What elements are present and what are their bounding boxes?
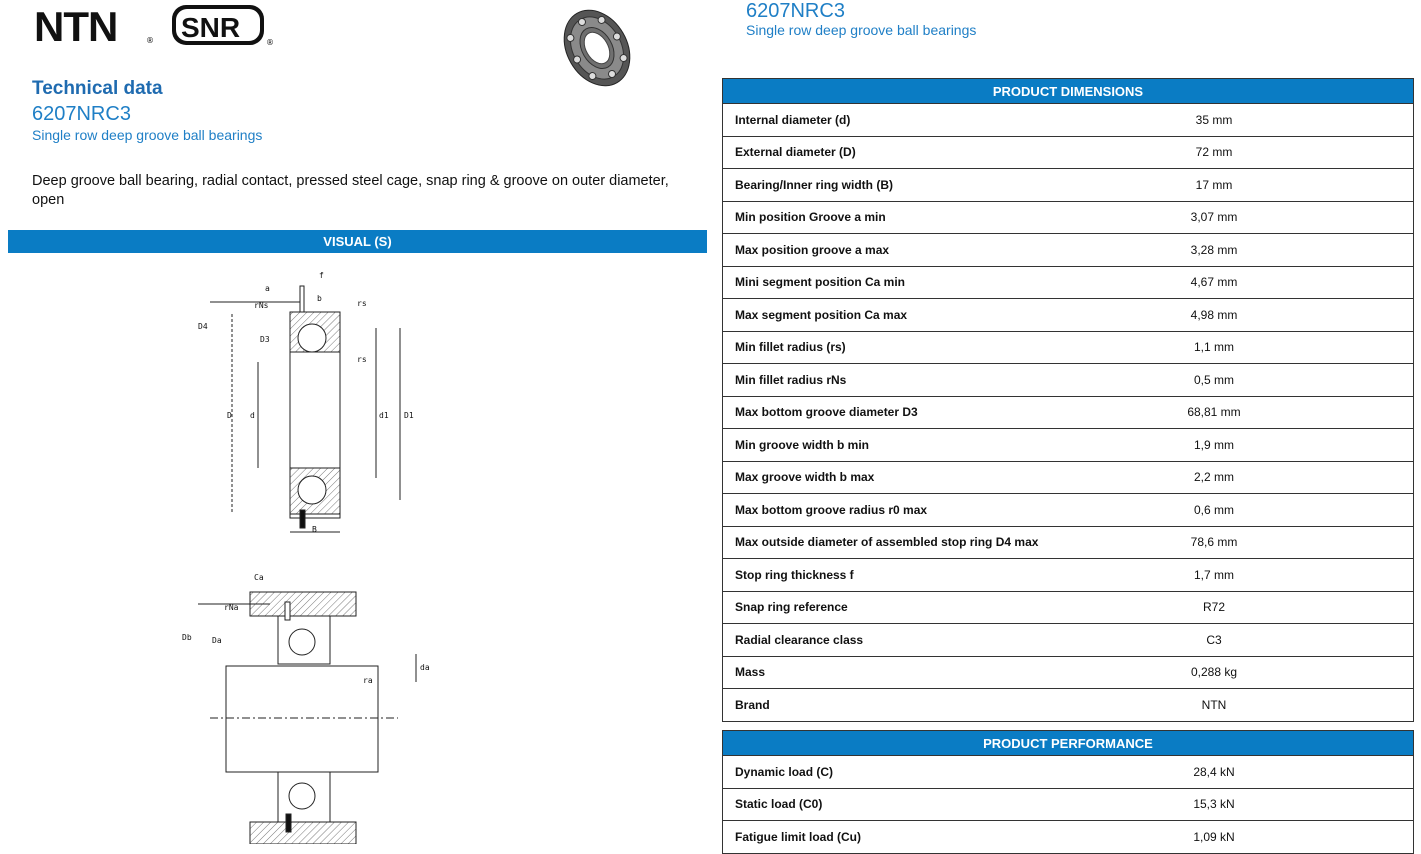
row-value: C3 [1155,624,1414,657]
svg-text:f: f [319,271,324,280]
table-row [723,104,1414,137]
row-value: 1,7 mm [1155,559,1414,592]
row-label: Mini segment position Ca min [723,266,1156,299]
table-row [723,169,1414,202]
row-label: Min fillet radius rNs [723,364,1156,397]
row-value: 3,07 mm [1155,201,1414,234]
row-label: Bearing/Inner ring width (B) [723,169,1156,202]
row-value: 72 mm [1155,136,1414,169]
svg-text:b: b [317,294,322,303]
row-label: Fatigue limit load (Cu) [723,821,1156,854]
svg-text:rNs: rNs [254,301,269,310]
row-label: External diameter (D) [723,136,1156,169]
row-value: 35 mm [1155,104,1414,137]
svg-text:ra: ra [363,676,373,685]
header-subtitle: Single row deep groove ball bearings [746,22,977,38]
row-label: Brand [723,689,1156,722]
svg-text:D3: D3 [260,335,270,344]
product-description: Deep groove ball bearing, radial contact, pressed steel cage, snap ring & groove on outer diameter, open [32,173,669,208]
row-value: 78,6 mm [1155,526,1414,559]
table-row [723,396,1414,429]
table-row [723,364,1414,397]
row-label: Min position Groove a min [723,201,1156,234]
svg-text:D1: D1 [404,411,414,420]
svg-text:D4: D4 [198,322,208,331]
row-label: Mass [723,656,1156,689]
table-row [723,624,1414,657]
svg-text:rs: rs [357,355,367,364]
row-label: Max bottom groove diameter D3 [723,396,1156,429]
table-row [723,788,1414,821]
table-row [723,136,1414,169]
table-row [723,331,1414,364]
table-row [723,234,1414,267]
visual-title: VISUAL (S) [323,234,392,249]
row-label: Stop ring thickness f [723,559,1156,592]
bearing-section-upper [210,286,400,532]
row-value: 4,98 mm [1155,299,1414,332]
row-value: 68,81 mm [1155,396,1414,429]
row-value: NTN [1155,689,1414,722]
visual-section-header [8,230,707,253]
table-row [723,559,1414,592]
table-row [723,494,1414,527]
product-performance-table [722,730,1414,854]
svg-text:rNa: rNa [224,603,239,612]
table-row [723,656,1414,689]
table-row [723,461,1414,494]
svg-text:Ca: Ca [254,573,264,582]
table-row [723,821,1414,854]
table-row [723,591,1414,624]
brand-logo [34,3,284,49]
bearing-section-lower [198,592,416,844]
dimensions-header: PRODUCT DIMENSIONS [723,79,1414,104]
svg-text:Db: Db [182,633,192,642]
row-label: Max segment position Ca max [723,299,1156,332]
row-value: 1,09 kN [1155,821,1414,854]
row-value: 0,5 mm [1155,364,1414,397]
row-value: 15,3 kN [1155,788,1414,821]
table-row [723,201,1414,234]
row-value: 0,288 kg [1155,656,1414,689]
row-label: Max groove width b max [723,461,1156,494]
row-label: Max outside diameter of assembled stop ring D4 max [723,526,1156,559]
product-reference: 6207NRC3 [32,103,131,125]
svg-text:®: ® [266,38,274,47]
table-row [723,756,1414,789]
svg-text:da: da [420,663,430,672]
svg-text:a: a [265,284,270,293]
product-dimensions-table [722,78,1414,722]
row-value: 17 mm [1155,169,1414,202]
product-subtitle: Single row deep groove ball bearings [32,127,263,143]
row-value: 4,67 mm [1155,266,1414,299]
row-label: Radial clearance class [723,624,1156,657]
table-row [723,299,1414,332]
row-label: Static load (C0) [723,788,1156,821]
row-value: 3,28 mm [1155,234,1414,267]
row-value: R72 [1155,591,1414,624]
row-label: Min fillet radius (rs) [723,331,1156,364]
svg-text:D: D [227,411,232,420]
table-row [723,526,1414,559]
row-value: 2,2 mm [1155,461,1414,494]
svg-text:d: d [250,411,255,420]
table-row [723,689,1414,722]
performance-header: PRODUCT PERFORMANCE [723,731,1414,756]
svg-text:rs: rs [357,299,367,308]
bearing-product-image [556,2,638,94]
row-value: 1,9 mm [1155,429,1414,462]
row-label: Internal diameter (d) [723,104,1156,137]
svg-text:B: B [312,525,317,534]
row-label: Min groove width b min [723,429,1156,462]
row-label: Max bottom groove radius r0 max [723,494,1156,527]
svg-text:d1: d1 [379,411,389,420]
row-value: 1,1 mm [1155,331,1414,364]
svg-text:Da: Da [212,636,222,645]
ntn-logo: NTN [34,3,118,49]
row-label: Snap ring reference [723,591,1156,624]
table-row [723,266,1414,299]
row-value: 0,6 mm [1155,494,1414,527]
snr-logo: SNR [181,12,241,43]
row-label: Max position groove a max [723,234,1156,267]
header-reference: 6207NRC3 [746,0,845,22]
technical-drawing [180,262,470,844]
svg-text:®: ® [146,36,154,45]
technical-data-title: Technical data [32,78,163,99]
row-label: Dynamic load (C) [723,756,1156,789]
row-value: 28,4 kN [1155,756,1414,789]
table-row [723,429,1414,462]
